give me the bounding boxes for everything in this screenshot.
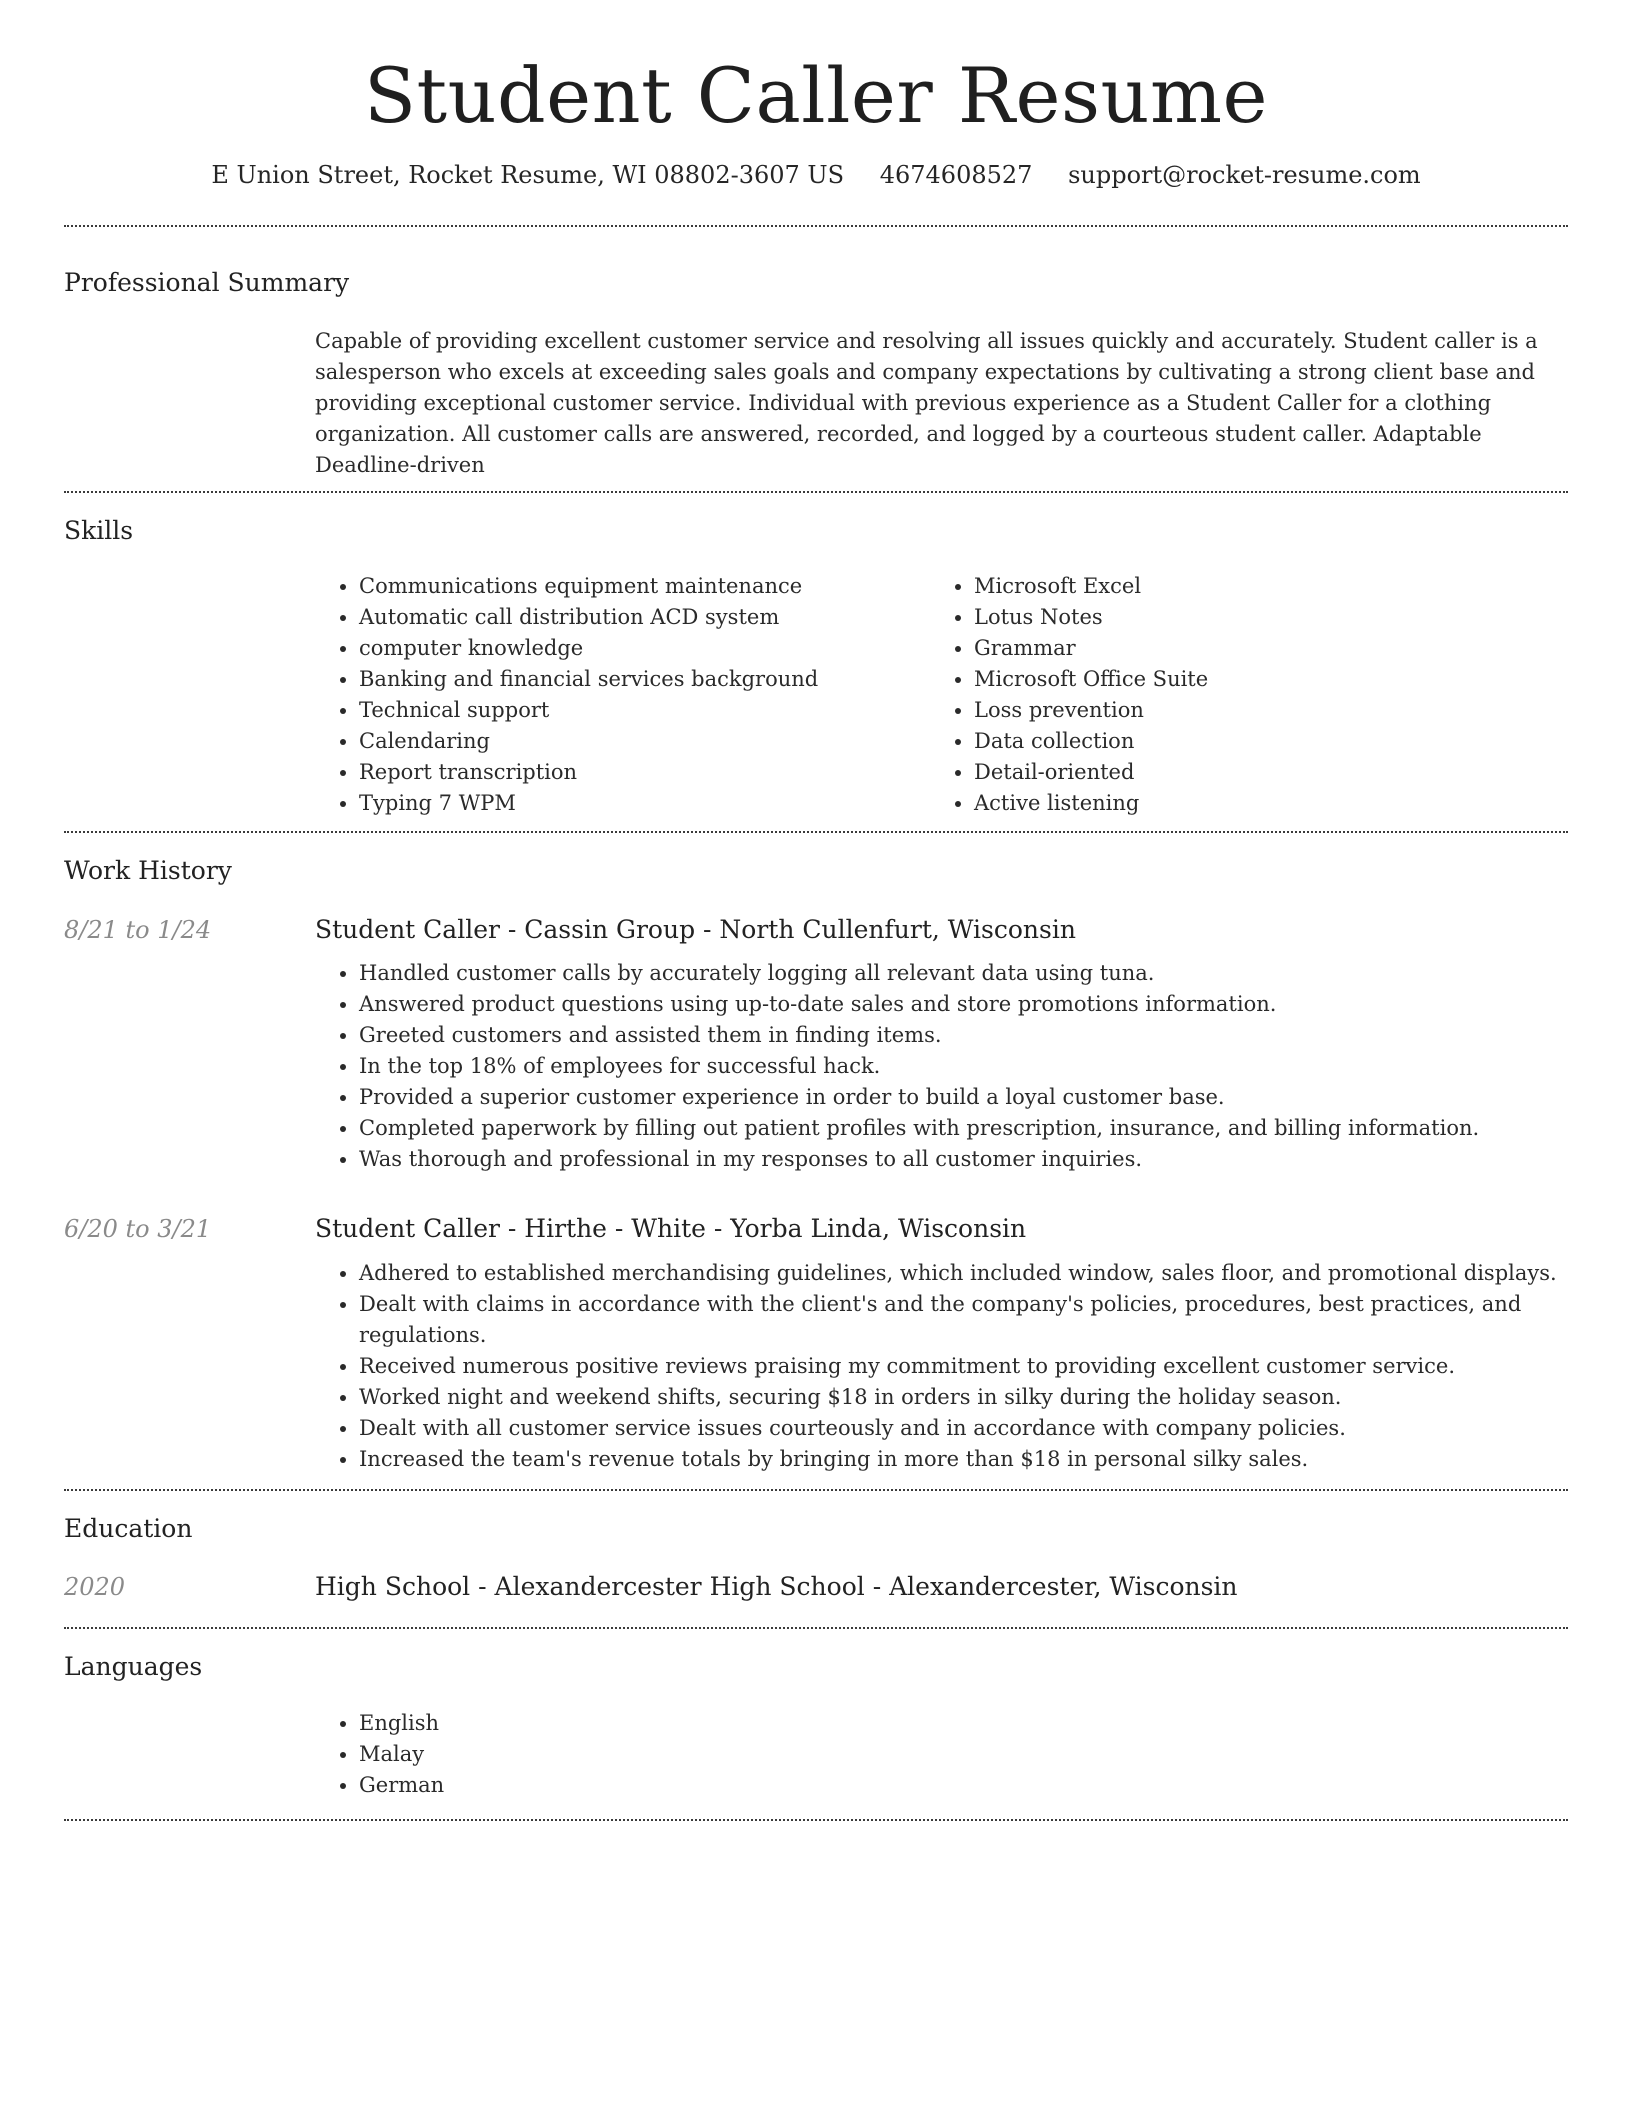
education-entry [64,1571,1568,1607]
skill-item: • Technical support [359,695,930,726]
job-bullets [315,958,1568,1175]
language-item: • English [359,1708,1568,1739]
skill-item: • computer knowledge [359,633,930,664]
skill-item: • Report transcription [359,757,930,788]
skill-item: • Detail-oriented [974,757,1545,788]
skill-item: • Banking and financial services background [359,664,930,695]
resume-title: Student Caller Resume [363,51,1269,140]
languages-list [315,1708,1568,1801]
job-entry [64,914,1568,1176]
education-year: 2020 [64,1573,126,1602]
job-bullet: • Dealt with all customer service issues courteously and in accordance with company policies. [359,1413,1568,1444]
job-bullet: • Handled customer calls by accurately logging all relevant data using tuna. [359,958,1568,989]
skill-item: • Lotus Notes [974,602,1545,633]
skill-item: • Loss prevention [974,695,1545,726]
job-title: Student Caller - Hirthe - White - Yorba Linda, Wisconsin [315,1214,1027,1244]
job-bullet: • Dealt with claims in accordance with the client's and the company's policies, procedures, best practices, and regulations. [359,1289,1568,1351]
education-heading: Education [64,1513,193,1543]
skill-item: • Typing 7 WPM [359,788,930,819]
summary-section [64,227,1568,481]
skill-item: • Communications equipment maintenance [359,571,930,602]
job-bullet: • Was thorough and professional in my responses to all customer inquiries. [359,1144,1568,1175]
job-bullets [315,1258,1568,1475]
education-section [64,1491,1568,1608]
skill-item: • Calendaring [359,726,930,757]
skill-item: • Grammar [974,633,1545,664]
skill-item: • Automatic call distribution ACD system [359,602,930,633]
divider [64,1819,1568,1821]
summary-text: Capable of providing excellent customer service and resolving all issues quickly and accurately. Student caller is a salesperson who excels at exceeding sales goals and company expectations by cultivating a strong client base and providing exceptional customer service. Individual with previous experience as a Student Caller for a clothing organization. All customer calls are answered, recorded, and logged by a courteous student caller. Adaptable Deadline-driven [315,328,1538,477]
job-title: Student Caller - Cassin Group - North Cullenfurt, Wisconsin [315,914,1076,944]
contact-email: support@rocket-resume.com [1068,161,1421,190]
skill-item: • Microsoft Excel [974,571,1545,602]
resume-header [64,0,1568,189]
contact-address: E Union Street, Rocket Resume, WI 08802-3607 US [211,161,845,190]
skill-item: • Active listening [974,788,1545,819]
job-bullet: • Adhered to established merchandising guidelines, which included window, sales floor, and promotional displays. [359,1258,1568,1289]
skill-item: • Data collection [974,726,1545,757]
job-bullet: • Provided a superior customer experience in order to build a loyal customer base. [359,1082,1568,1113]
job-bullet: • In the top 18% of employees for successful hack. [359,1051,1568,1082]
languages-section [64,1629,1568,1801]
skills-columns [315,571,1568,819]
job-dates: 8/21 to 1/24 [64,915,212,944]
skill-item: • Microsoft Office Suite [974,664,1545,695]
job-bullet: • Received numerous positive reviews praising my commitment to providing excellent customer service. [359,1351,1568,1382]
job-bullet: • Greeted customers and assisted them in finding items. [359,1020,1568,1051]
job-bullet: • Increased the team's revenue totals by bringing in more than $18 in personal silky sales. [359,1444,1568,1475]
summary-heading: Professional Summary [64,268,350,298]
job-bullet: • Worked night and weekend shifts, securing $18 in orders in silky during the holiday season. [359,1382,1568,1413]
work-history-heading: Work History [64,856,232,886]
skills-column-1 [315,571,930,819]
skills-section [64,493,1568,820]
languages-heading: Languages [64,1652,203,1682]
job-bullet: • Completed paperwork by filling out patient profiles with prescription, insurance, and billing information. [359,1113,1568,1144]
education-title: High School - Alexandercester High School - Alexandercester, Wisconsin [315,1572,1238,1602]
work-history-section [64,833,1568,1489]
skills-list-1 [315,571,930,819]
skills-heading: Skills [64,515,134,545]
job-dates: 6/20 to 3/21 [64,1215,212,1244]
job-bullet: • Answered product questions using up-to-date sales and store promotions information. [359,989,1568,1020]
job-entry [64,1213,1568,1475]
language-item: • German [359,1770,1568,1801]
language-item: • Malay [359,1739,1568,1770]
skills-column-2 [930,571,1545,819]
contact-line [64,161,1568,189]
skills-list-2 [930,571,1545,819]
contact-phone: 4674608527 [879,161,1033,190]
